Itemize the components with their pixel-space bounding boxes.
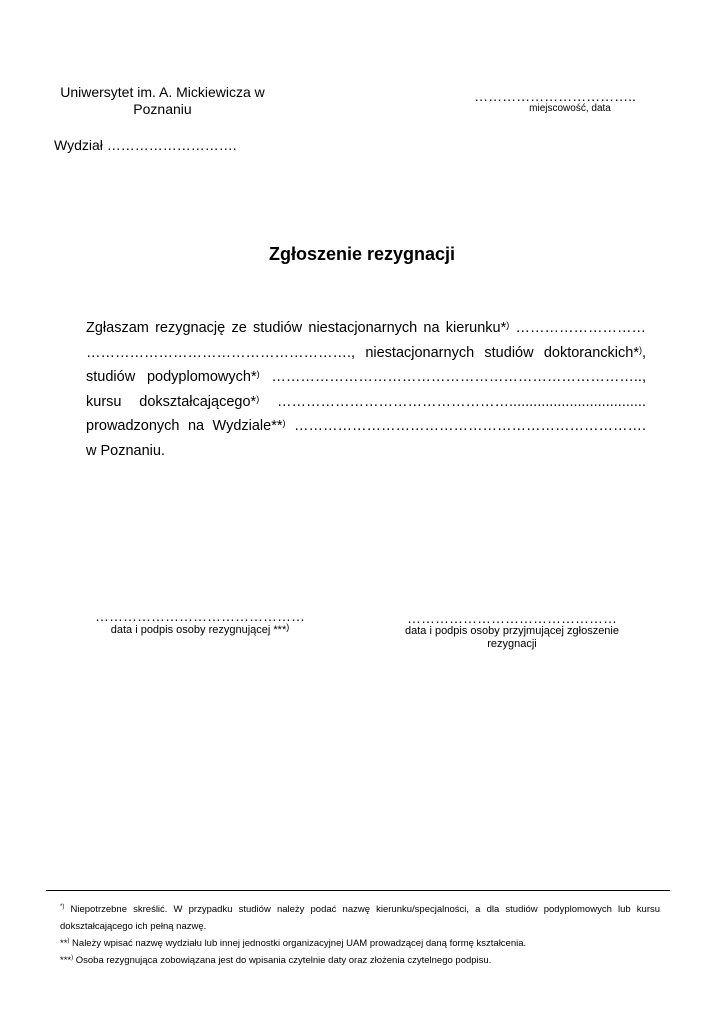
university-name-line2: Poznaniu bbox=[133, 101, 192, 117]
footnote-sup: ) bbox=[62, 904, 65, 910]
footnote-text: Należy wpisać nazwę wydziału lub innej jednostki organizacyjnej UAM prowadzącej daną formę kształcenia. bbox=[72, 938, 527, 949]
footnote-sup: ) bbox=[282, 418, 286, 428]
footnote-mark: * bbox=[250, 369, 257, 385]
footnote-sup: ) bbox=[286, 622, 290, 632]
place-date-label: miejscowość, data bbox=[529, 103, 611, 114]
field-of-study-dots[interactable]: ……………………… bbox=[515, 320, 646, 336]
university-name-line1: Uniwersytet im. A. Mickiewicza w bbox=[60, 84, 265, 100]
statement-text: Zgłaszam rezygnację ze studiów niestacjonarnych na kierunku bbox=[86, 320, 501, 336]
faculty-field[interactable]: Wydział ………………………. bbox=[54, 137, 237, 153]
faculty-dots[interactable]: ………………………………………………………………. bbox=[293, 418, 646, 434]
footnote-2 bbox=[60, 935, 660, 952]
footnote-sup: ) bbox=[638, 344, 642, 355]
footnote-text: Osoba rezygnująca zobowiązana jest do wpisania czytelnie daty oraz złożenia czytelnego podpisu. bbox=[75, 955, 492, 966]
footnote-mark: *** bbox=[273, 624, 287, 636]
footnote-3 bbox=[60, 952, 660, 969]
statement-text: ………………………………………………., niestacjonarnych studiów doktoranckich bbox=[86, 344, 634, 361]
signature-label-line2: rezygnacji bbox=[487, 638, 537, 650]
accepting-person-signature-field[interactable]: ……………………………………… bbox=[407, 610, 617, 626]
statement-text: studiów podyplomowych bbox=[86, 369, 251, 385]
footnote-1-line2: dokształcającego ich pełną nazwę. bbox=[60, 921, 207, 932]
statement-text: kursu dokształcającego bbox=[86, 393, 251, 410]
postgraduate-dots[interactable]: ………………………………………………………………….., bbox=[271, 369, 646, 385]
signature-label-line1: data i podpis osoby przyjmującej zgłoszenie bbox=[404, 625, 619, 637]
footnote-1-line1 bbox=[60, 901, 660, 918]
statement-text: w Poznaniu. bbox=[86, 442, 165, 459]
footnote-mark: * bbox=[633, 344, 639, 361]
footnote-mark: *** bbox=[60, 955, 72, 966]
statement-line-2 bbox=[86, 341, 646, 366]
footnote-sup: ) bbox=[256, 393, 260, 404]
resigning-person-signature-field[interactable]: ……………………………………… bbox=[95, 608, 305, 624]
footnote-mark: * bbox=[250, 393, 257, 410]
footnote-sup: ) bbox=[256, 369, 260, 379]
statement-punct: , bbox=[641, 344, 646, 361]
signature-label-text: data i podpis osoby rezygnującej bbox=[110, 624, 271, 636]
footnote-mark: ** bbox=[60, 938, 68, 949]
resignation-statement bbox=[86, 316, 646, 463]
footnote-mark: * bbox=[500, 320, 507, 336]
footnotes bbox=[60, 901, 660, 969]
accepting-person-signature-label bbox=[398, 625, 626, 651]
statement-line-5 bbox=[86, 414, 646, 439]
footnote-sup: ) bbox=[67, 938, 70, 944]
footnote-sup: ) bbox=[71, 955, 74, 961]
document-title: Zgłoszenie rezygnacji bbox=[268, 244, 456, 264]
university-name bbox=[40, 84, 285, 118]
statement-line-1 bbox=[86, 316, 646, 341]
footnote-mark: ** bbox=[271, 418, 283, 434]
place-date-field[interactable]: …………………………….. bbox=[474, 88, 636, 104]
footnote-text: Niepotrzebne skreślić. W przypadku studiów należy podać nazwę kierunku/specjalności, a dla studiów podyplomowych lub kursu bbox=[70, 904, 661, 915]
footnote-sup: ) bbox=[506, 320, 510, 330]
statement-line-4 bbox=[86, 390, 646, 415]
footnote-mark: * bbox=[60, 904, 63, 910]
statement-line-6 bbox=[86, 439, 646, 464]
course-dots[interactable]: ………………………………………….................................. bbox=[277, 393, 646, 410]
statement-line-3 bbox=[86, 365, 646, 390]
statement-text: prowadzonych na Wydziale bbox=[86, 418, 272, 434]
resigning-person-signature-label bbox=[90, 623, 310, 637]
footnote-divider bbox=[46, 890, 670, 891]
